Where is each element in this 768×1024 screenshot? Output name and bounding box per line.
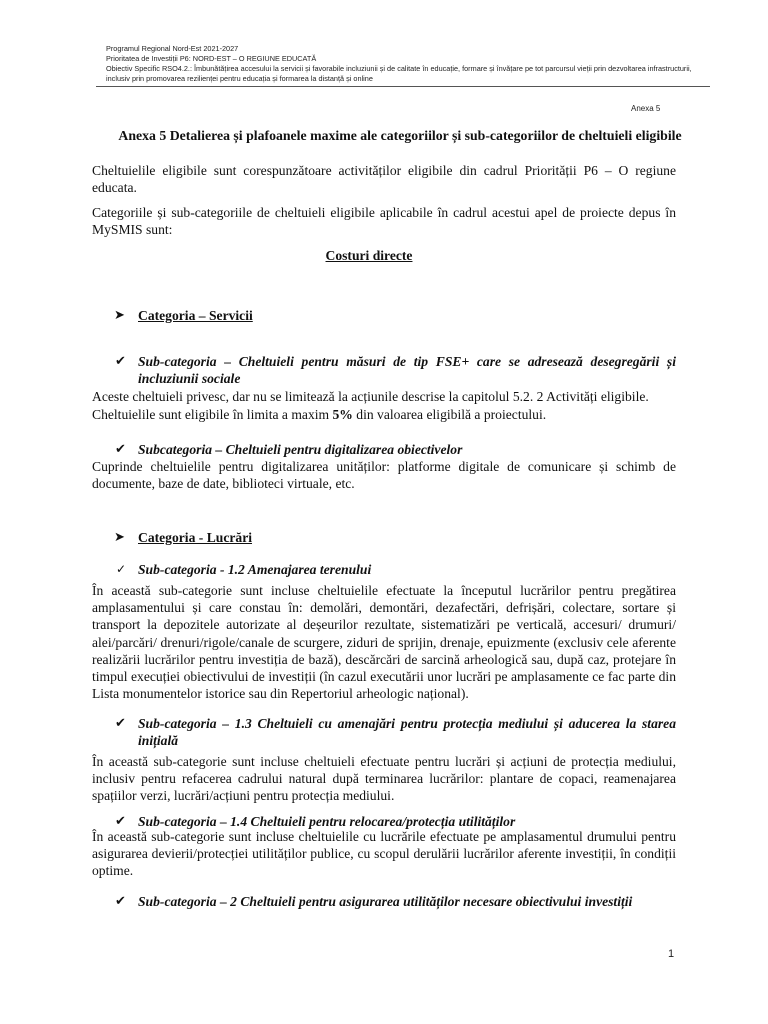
- limit-percentage: 5%: [332, 407, 353, 422]
- checkmark-bullet-icon: ✔: [115, 894, 126, 909]
- subcategory-1-3-text: În această sub-categorie sunt incluse cheltuieli efectuate pentru lucrări și acțiuni de protecția mediului, inclusiv pentru refacerea cadrului natural după terminarea lucrărilor: plantare de copaci, reamenajarea spațiilor verzi, lucrări/acțiuni pentru protecția mediului.: [92, 754, 676, 804]
- header-program: Programul Regional Nord-Est 2021-2027: [106, 44, 239, 53]
- running-header: [106, 44, 716, 84]
- subcategory-1-4-title: Sub-categoria – 1.4 Cheltuieli pentru relocarea/protecția utilităților: [138, 814, 516, 829]
- header-divider: [96, 86, 710, 87]
- header-priority: Prioritatea de Investiții P6: NORD-EST – O REGIUNE EDUCATĂ: [106, 54, 317, 63]
- checkmark-bullet-icon: ✓: [116, 562, 127, 576]
- arrowhead-bullet-icon: ➤: [114, 308, 125, 323]
- subcategory-fse-title: Sub-categoria – Cheltuieli pentru măsuri de tip FSE+ care se adresează desegregării și incluziunii sociale: [138, 354, 676, 387]
- subcategory-fse-text: Aceste cheltuieli privesc, dar nu se limitează la acțiunile descrise la capitolul 5.2. 2 Activități eligibile.: [92, 389, 649, 404]
- subcategory-1-2-title: Sub-categoria - 1.2 Amenajarea terenului: [138, 562, 372, 577]
- subcategory-2-title: Sub-categoria – 2 Cheltuieli pentru asigurarea utilităților necesare obiectivului investiții: [138, 894, 633, 909]
- checkmark-bullet-icon: ✔: [115, 354, 126, 369]
- subcategory-1-4-text: În această sub-categorie sunt incluse cheltuielile cu lucrările efectuate pe amplasamentul drumului pentru asigurarea devierii/protecției utilităților publice, cu scopul derulării lucrărilor aferente investiții, în condiții optime.: [92, 829, 676, 879]
- subcategory-fse-limit: Cheltuielile sunt eligibile în limita a maxim 5% din valoarea eligibilă a proiectului.: [92, 407, 547, 422]
- header-objective: Obiectiv Specific RSO4.2.: Îmbunătățirea accesului la servicii și favorabile incluziunii și de calitate în educație, formare și învățare pe tot parcursul vieții prin dezvoltarea infrastructurii, inclusiv prin promovarea rezilienței pentru educația și formarea la distanță și online: [106, 64, 692, 83]
- subcategory-1-3-title: Sub-categoria – 1.3 Cheltuieli cu amenajări pentru protecția mediului și aducerea la starea inițială: [138, 716, 676, 749]
- category-services: Categoria – Servicii: [138, 308, 253, 323]
- annex-label: Anexa 5: [631, 104, 661, 113]
- intro-paragraph-1: Cheltuielile eligibile sunt corespunzătoare activităților eligibile din cadrul Priorității P6 – O regiune educata.: [92, 163, 676, 196]
- intro-paragraph-2: Categoriile și sub-categoriile de cheltuieli eligibile aplicabile în cadrul acestui apel de proiecte depus în MySMIS sunt:: [92, 205, 676, 238]
- checkmark-bullet-icon: ✔: [115, 442, 126, 457]
- subcategory-digital-title: Subcategoria – Cheltuieli pentru digitalizarea obiectivelor: [138, 442, 463, 457]
- checkmark-bullet-icon: ✔: [115, 716, 126, 731]
- document-title: Anexa 5 Detalierea și plafoanele maxime ale categoriilor și sub-categoriilor de cheltuieli eligibile: [118, 128, 682, 143]
- subcategory-digital-text: Cuprinde cheltuielile pentru digitalizarea unităților: platforme digitale de comunicare și schimb de documente, baze de date, biblioteci virtuale, etc.: [92, 459, 676, 492]
- page-number: 1: [668, 948, 675, 960]
- category-works: Categoria - Lucrări: [138, 530, 253, 545]
- arrowhead-bullet-icon: ➤: [114, 530, 125, 545]
- section-heading: Costuri directe: [325, 248, 413, 263]
- subcategory-1-2-text: În această sub-categorie sunt incluse cheltuielile efectuate la începutul lucrărilor pentru pregătirea amplasamentului și care constau în: demolări, demontări, dezafectări, defrișări, colectare, sortare și transport la depozitele autorizate al deșeurilor rezultate, sistematizări pe verticală, accesuri/ drumuri/ alei/parcări/ drenuri/rigole/canale de scurgere, ziduri de sprijin, drenaje, epuizmente (exclusiv cele aferente realizării lucrărilor pentru investiția de bază), descărcări de sarcină arheologică sau, după caz, protejare în timpul execuției obiectivului de investiții (în cazul executării unor lucrări pe amplasamente ce fac parte din Lista monumentelor istorice sau din Repertoriul arheologic național).: [92, 583, 676, 702]
- checkmark-bullet-icon: ✔: [115, 814, 126, 829]
